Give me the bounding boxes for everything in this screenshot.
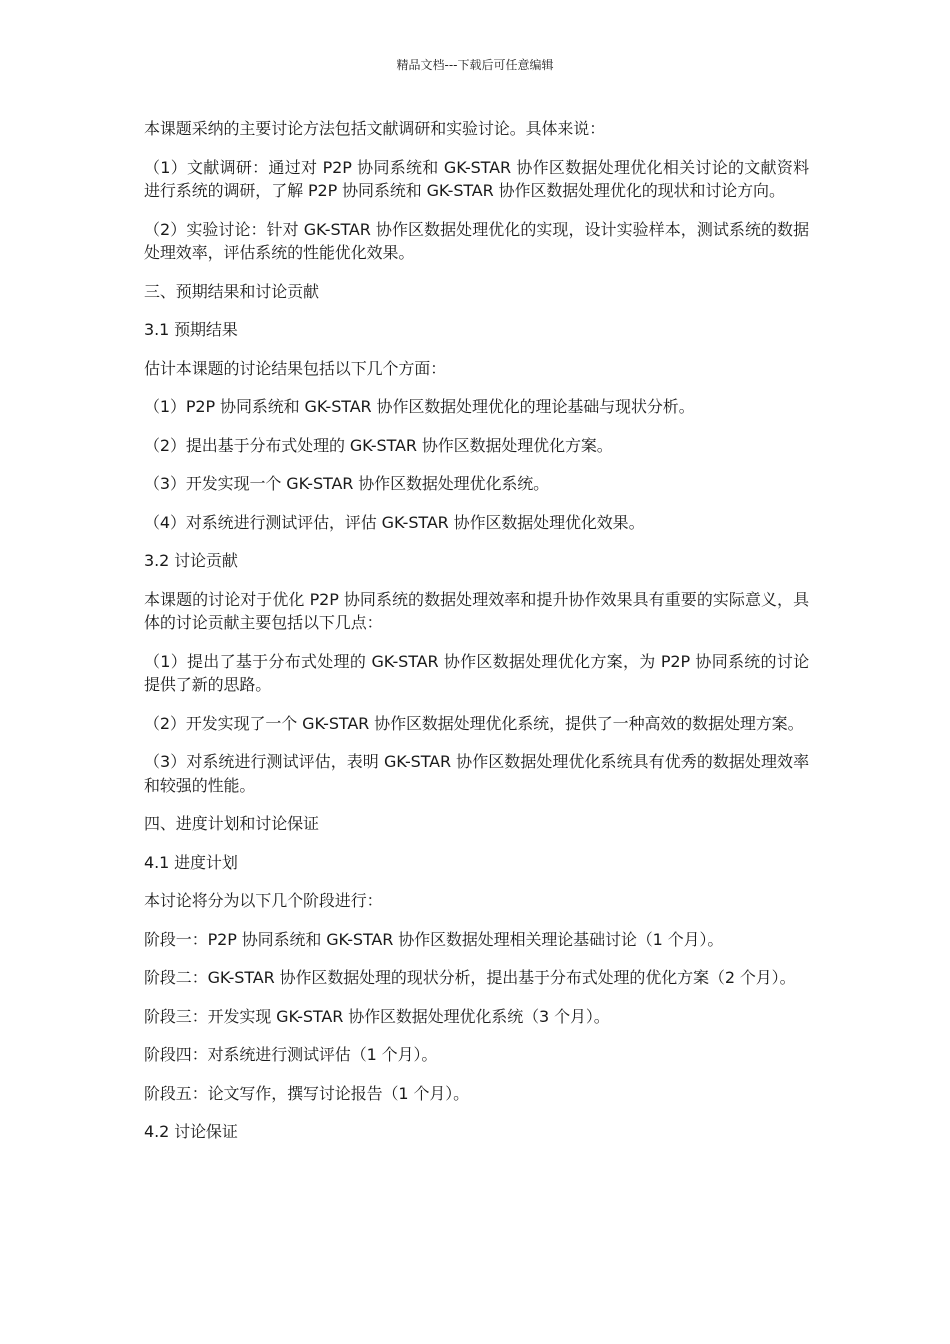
list-item-stage-4: 阶段四：对系统进行测试评估（1 个月）。 bbox=[144, 1045, 438, 1064]
list-item-contribution-1: （1）提出了基于分布式处理的 GK-STAR 协作区数据处理优化方案，为 P2P 协同系统的讨论提供了新的思路。 bbox=[144, 651, 809, 694]
subsection-heading-4-2: 4.2 讨论保证 bbox=[144, 1122, 238, 1141]
subsection-heading-4-1: 4.1 进度计划 bbox=[144, 852, 238, 872]
subsection-heading-3-2: 3.2 讨论贡献 bbox=[144, 551, 238, 570]
list-item-contribution-2: （2）开发实现了一个 GK-STAR 协作区数据处理优化系统，提供了一种高效的数据处理方案。 bbox=[144, 713, 804, 733]
section-heading-schedule: 四、进度计划和讨论保证 bbox=[144, 814, 319, 833]
paragraph-experiment: （2）实验讨论：针对 GK-STAR 协作区数据处理优化的实现，设计实验样本，测试系统的数据处理效率，评估系统的性能优化效果。 bbox=[144, 219, 809, 262]
page-header: 精品文档---下载后可任意编辑 bbox=[396, 58, 554, 72]
paragraph-literature-review: （1）文献调研：通过对 P2P 协同系统和 GK-STAR 协作区数据处理优化相关讨论的文献资料进行系统的调研，了解 P2P 协同系统和 GK-STAR 协作区数据处理优化的现状和讨论方向。 bbox=[144, 157, 809, 200]
list-item-stage-2: 阶段二：GK-STAR 协作区数据处理的现状分析，提出基于分布式处理的优化方案（2 个月）。 bbox=[144, 968, 796, 987]
paragraph-results-intro: 估计本课题的讨论结果包括以下几个方面： bbox=[144, 358, 447, 378]
list-item-stage-5: 阶段五：论文写作，撰写讨论报告（1 个月）。 bbox=[144, 1083, 470, 1103]
document-body bbox=[144, 117, 809, 1159]
list-item-result-2: （2）提出基于分布式处理的 GK-STAR 协作区数据处理优化方案。 bbox=[144, 435, 613, 455]
list-item-result-3: （3）开发实现一个 GK-STAR 协作区数据处理优化系统。 bbox=[144, 474, 550, 493]
subsection-heading-3-1: 3.1 预期结果 bbox=[144, 320, 238, 339]
section-heading-expected-results: 三、预期结果和讨论贡献 bbox=[144, 281, 319, 301]
list-item-contribution-3: （3）对系统进行测试评估，表明 GK-STAR 协作区数据处理优化系统具有优秀的数据处理效率和较强的性能。 bbox=[144, 752, 809, 795]
list-item-stage-1: 阶段一：P2P 协同系统和 GK-STAR 协作区数据处理相关理论基础讨论（1 个月）。 bbox=[144, 929, 724, 949]
paragraph-contribution-intro: 本课题的讨论对于优化 P2P 协同系统的数据处理效率和提升协作效果具有重要的实际意义，具体的讨论贡献主要包括以下几点： bbox=[144, 589, 809, 632]
paragraph-schedule-intro: 本讨论将分为以下几个阶段进行： bbox=[144, 891, 383, 910]
paragraph-methods-intro: 本课题采纳的主要讨论方法包括文献调研和实验讨论。具体来说： bbox=[144, 119, 606, 138]
list-item-result-4: （4）对系统进行测试评估，评估 GK-STAR 协作区数据处理优化效果。 bbox=[144, 512, 645, 532]
list-item-stage-3: 阶段三：开发实现 GK-STAR 协作区数据处理优化系统（3 个月）。 bbox=[144, 1006, 610, 1026]
list-item-result-1: （1）P2P 协同系统和 GK-STAR 协作区数据处理优化的理论基础与现状分析。 bbox=[144, 397, 695, 416]
